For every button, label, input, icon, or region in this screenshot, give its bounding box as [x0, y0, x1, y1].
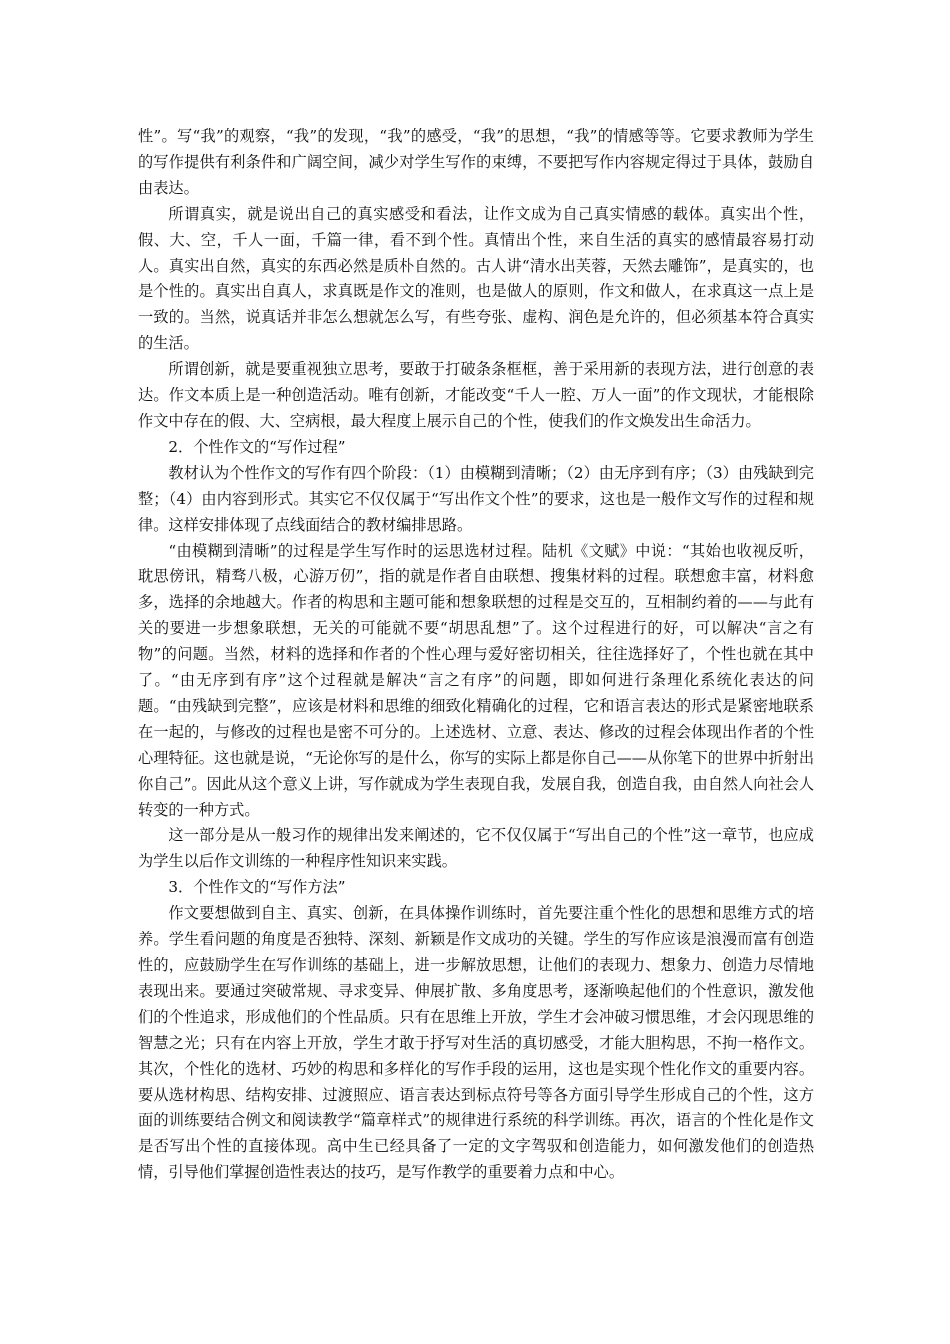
- paragraph-intro-continuation: 性”。写“我”的观察，“我”的发现，“我”的感受，“我”的思想，“我”的情感等等。它要求教师为学生的写作提供有利条件和广阔空间，减少对学生写作的束缚，不要把写作内容规定得过于具体，鼓励自由表达。: [138, 127, 814, 197]
- paragraph-stage-explanation: “由模糊到清晰”的过程是学生写作时的运思选材过程。陆机《文赋》中说：“其始也收视反听，耽思傍讯，精骛八极，心游万仞”，指的就是作者自由联想、搜集材料的过程。联想愈丰富，材料愈多，选择的余地越大。作者的构思和主题可能和想象联想的过程是交互的，互相制约着的——与此有关的要进一步想象联想，无关的可能就不要“胡思乱想”了。这个过程进行的好，可以解决“言之有物”的问题。当然，材料的选择和作者的个性心理与爱好密切相关，往往选择好了，个性也就在其中了。“由无序到有序”这个过程就是解决“言之有序”的问题，即如何进行条理化系统化表达的问题。“由残缺到完整”，应该是材料和思维的细致化精确化的过程，它和语言表达的形式是紧密地联系在一起的，与修改的过程也是密不可分的。上述选材、立意、表达、修改的过程会体现出作者的个性心理特征。这也就是说，“无论你写的是什么，你写的实际上都是你自己——从你笔下的世界中折射出你自己”。因此从这个意义上讲，写作就成为学生表现自我，发展自我，创造自我，由自然人向社会人转变的一种方式。: [138, 541, 815, 819]
- paragraph-section-summary: 这一部分是从一般习作的规律出发来阐述的，它不仅仅属于“写出自己的个性”这一章节，也应成为学生以后作文训练的一种程序性知识来实践。: [138, 826, 814, 871]
- paragraph-authenticity: 所谓真实，就是说出自己的真实感受和看法，让作文成为自己真实情感的载体。真实出个性，假、大、空，千人一面，千篇一律，看不到个性。真情出个性，来自生活的真实的感情最容易打动人。真实出自然，真实的东西必然是质朴自然的。古人讲“清水出芙蓉，天然去雕饰”，是真实的，也是个性的。真实出自真人，求真既是作文的准则，也是做人的原则，作文和做人，在求真这一点上是一致的。当然，说真话并非怎么想就怎么写，有些夸张、虚构、润色是允许的，但必须基本符合真实的生活。: [138, 204, 814, 353]
- paragraph-innovation: 所谓创新，就是要重视独立思考，要敢于打破条条框框，善于采用新的表现方法，进行创意的表达。作文本质上是一种创造活动。唯有创新，才能改变“千人一腔、万人一面”的作文现状，才能根除作文中存在的假、大、空病根，最大程度上展示自己的个性，使我们的作文焕发出生命活力。: [138, 360, 814, 430]
- document-page: [138, 124, 814, 1186]
- section-heading-writing-process: 2．个性作文的“写作过程”: [168, 437, 346, 456]
- section-heading-writing-method: 3．个性作文的“写作方法”: [168, 878, 346, 897]
- paragraph-writing-method: 作文要想做到自主、真实、创新，在具体操作训练时，首先要注重个性化的思想和思维方式的培养。学生看问题的角度是否独特、深刻、新颖是作文成功的关键。学生的写作应该是浪漫而富有创造性的，应鼓励学生在写作训练的基础上，进一步解放思想，让他们的表现力、想象力、创造力尽情地表现出来。要通过突破常规、寻求变异、伸展扩散、多角度思考，逐渐唤起他们的个性意识，激发他们的个性追求，形成他们的个性品质。只有在思维上开放，学生才会冲破习惯思维，才会闪现思维的智慧之光；只有在内容上开放，学生才敢于抒写对生活的真切感受，才能大胆构思，不拘一格作文。其次，个性化的选材、巧妙的构思和多样化的写作手段的运用，这也是实现个性化作文的重要内容。要从选材构思、结构安排、过渡照应、语言表达到标点符号等各方面引导学生形成自己的个性，这方面的训练要结合例文和阅读教学“篇章样式”的规律进行系统的科学训练。再次，语言的个性化是作文是否写出个性的直接体现。高中生已经具备了一定的文字驾驭和创造能力，如何激发他们的创造热情，引导他们掌握创造性表达的技巧，是写作教学的重要着力点和中心。: [138, 904, 814, 1182]
- paragraph-four-stages: 教材认为个性作文的写作有四个阶段：（1）由模糊到清晰；（2）由无序到有序；（3）由残缺到完整；（4）由内容到形式。其实它不仅仅属于“写出作文个性”的要求，这也是一般作文写作的过程和规律。这样安排体现了点线面结合的教材编排思路。: [138, 463, 814, 534]
